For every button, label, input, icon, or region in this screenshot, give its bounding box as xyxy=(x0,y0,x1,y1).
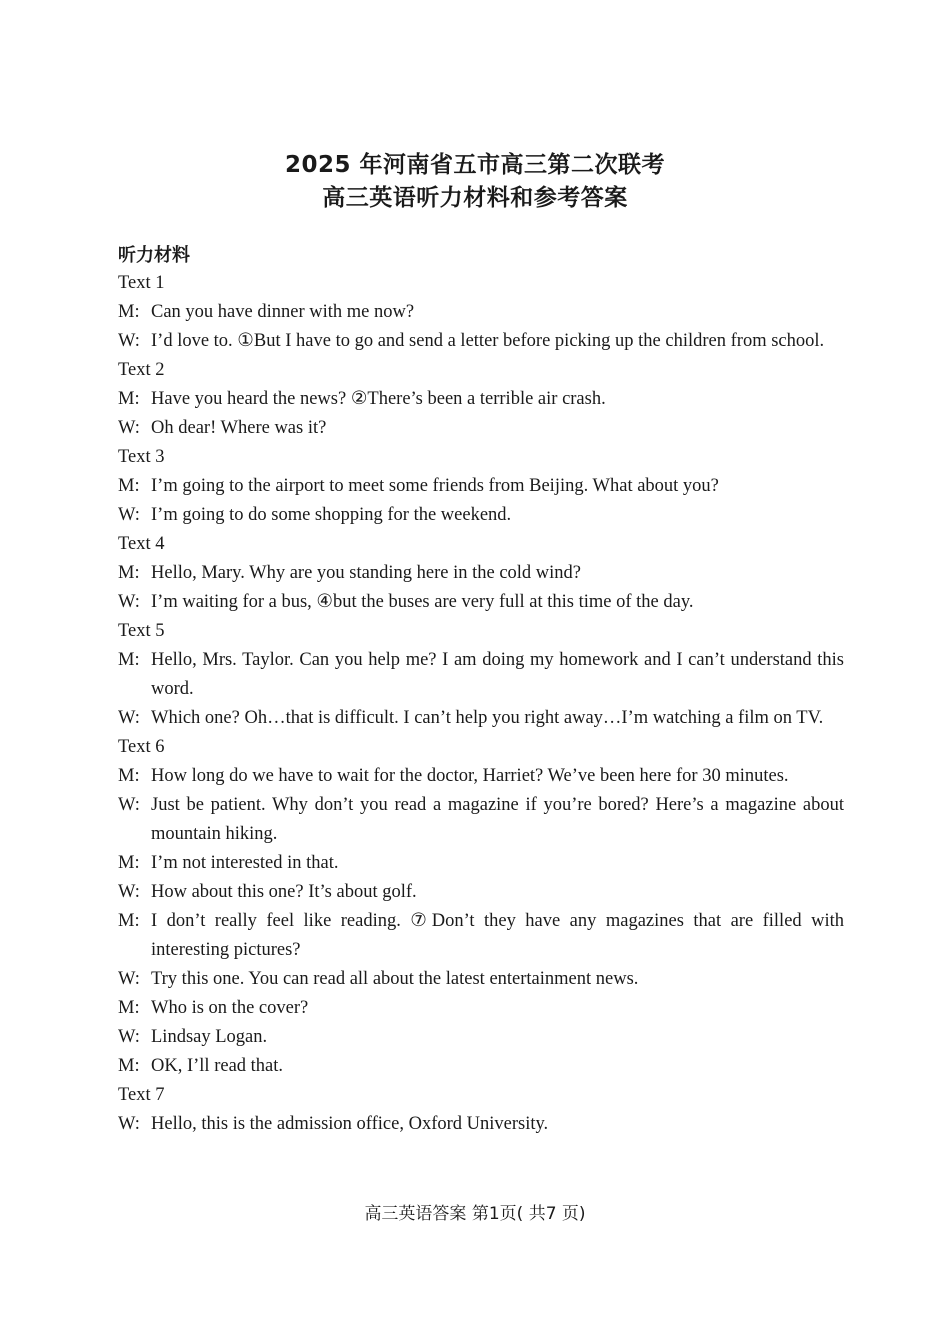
dialogue-text: I’m not interested in that. xyxy=(151,853,339,873)
speaker-label: M: xyxy=(118,1056,140,1076)
speaker-label: M: xyxy=(118,766,140,786)
dialogue-line xyxy=(118,1052,844,1081)
speaker-label: W: xyxy=(118,331,140,351)
text-block xyxy=(118,733,844,1081)
dialogue-text: I’m waiting for a bus, ④but the buses are very full at this time of the day. xyxy=(151,592,694,612)
dialogue-text: Which one? Oh…that is difficult. I can’t help you right away…I’m watching a film on TV. xyxy=(151,708,824,728)
dialogue-text: Hello, Mary. Why are you standing here in the cold wind? xyxy=(151,563,582,583)
text-block xyxy=(118,269,844,356)
listening-transcript xyxy=(118,269,844,1139)
dialogue-line xyxy=(118,501,844,530)
dialogue-line xyxy=(118,298,844,327)
text-block xyxy=(118,530,844,617)
text-heading: Text 4 xyxy=(118,534,165,554)
speaker-label: M: xyxy=(118,302,140,322)
dialogue-text: I don’t really feel like reading. ⑦Don’t they have any magazines that are filled with interesting pictures? xyxy=(151,911,844,960)
dialogue-line xyxy=(118,762,844,791)
dialogue-text: Can you have dinner with me now? xyxy=(151,302,415,322)
speaker-label: W: xyxy=(118,1114,140,1134)
dialogue-line xyxy=(118,472,844,501)
dialogue-line xyxy=(118,994,844,1023)
speaker-label: W: xyxy=(118,795,140,815)
text-heading: Text 7 xyxy=(118,1085,165,1105)
dialogue-line xyxy=(118,1110,844,1139)
speaker-label: M: xyxy=(118,476,140,496)
text-block xyxy=(118,1081,844,1139)
dialogue-line xyxy=(118,791,844,849)
dialogue-line xyxy=(118,588,844,617)
dialogue-text: I’m going to do some shopping for the weekend. xyxy=(151,505,512,525)
dialogue-line xyxy=(118,327,844,356)
dialogue-text: Hello, this is the admission office, Oxford University. xyxy=(151,1114,549,1134)
dialogue-text: Have you heard the news? ②There’s been a terrible air crash. xyxy=(151,389,606,409)
dialogue-text: Try this one. You can read all about the latest entertainment news. xyxy=(151,969,639,989)
dialogue-line xyxy=(118,704,844,733)
dialogue-text: Just be patient. Why don’t you read a magazine if you’re bored? Here’s a magazine about mountain hiking. xyxy=(151,795,844,844)
section-heading: 听力材料 xyxy=(118,245,190,266)
text-block xyxy=(118,617,844,733)
speaker-label: M: xyxy=(118,650,140,670)
speaker-label: W: xyxy=(118,708,140,728)
dialogue-text: Who is on the cover? xyxy=(151,998,309,1018)
speaker-label: W: xyxy=(118,592,140,612)
text-heading: Text 3 xyxy=(118,447,165,467)
speaker-label: W: xyxy=(118,505,140,525)
speaker-label: M: xyxy=(118,911,140,931)
dialogue-line xyxy=(118,878,844,907)
dialogue-line xyxy=(118,849,844,878)
speaker-label: W: xyxy=(118,882,140,902)
dialogue-text: How about this one? It’s about golf. xyxy=(151,882,417,902)
dialogue-line xyxy=(118,559,844,588)
dialogue-line xyxy=(118,965,844,994)
speaker-label: W: xyxy=(118,418,140,438)
page-title: 2025 年河南省五市高三第二次联考 xyxy=(284,152,666,178)
dialogue-text: OK, I’ll read that. xyxy=(151,1056,284,1076)
dialogue-line xyxy=(118,414,844,443)
page-subtitle: 高三英语听力材料和参考答案 xyxy=(322,185,628,211)
page-footer: 高三英语答案 第1页( 共7 页) xyxy=(364,1204,586,1224)
text-heading: Text 1 xyxy=(118,273,165,293)
text-block xyxy=(118,443,844,530)
text-heading: Text 5 xyxy=(118,621,165,641)
dialogue-text: How long do we have to wait for the doctor, Harriet? We’ve been here for 30 minutes. xyxy=(151,766,789,786)
dialogue-line xyxy=(118,907,844,965)
speaker-label: W: xyxy=(118,1027,140,1047)
speaker-label: M: xyxy=(118,998,140,1018)
text-heading: Text 6 xyxy=(118,737,165,757)
dialogue-text: I’m going to the airport to meet some friends from Beijing. What about you? xyxy=(151,476,719,496)
dialogue-line xyxy=(118,385,844,414)
text-block xyxy=(118,356,844,443)
dialogue-text: I’d love to. ①But I have to go and send a letter before picking up the children from school. xyxy=(151,331,825,351)
speaker-label: M: xyxy=(118,389,140,409)
speaker-label: W: xyxy=(118,969,140,989)
speaker-label: M: xyxy=(118,563,140,583)
dialogue-line xyxy=(118,646,844,704)
dialogue-text: Oh dear! Where was it? xyxy=(151,418,327,438)
dialogue-line xyxy=(118,1023,844,1052)
speaker-label: M: xyxy=(118,853,140,873)
text-heading: Text 2 xyxy=(118,360,165,380)
dialogue-text: Lindsay Logan. xyxy=(151,1027,268,1047)
dialogue-text: Hello, Mrs. Taylor. Can you help me? I am doing my homework and I can’t understand this word. xyxy=(151,650,844,699)
